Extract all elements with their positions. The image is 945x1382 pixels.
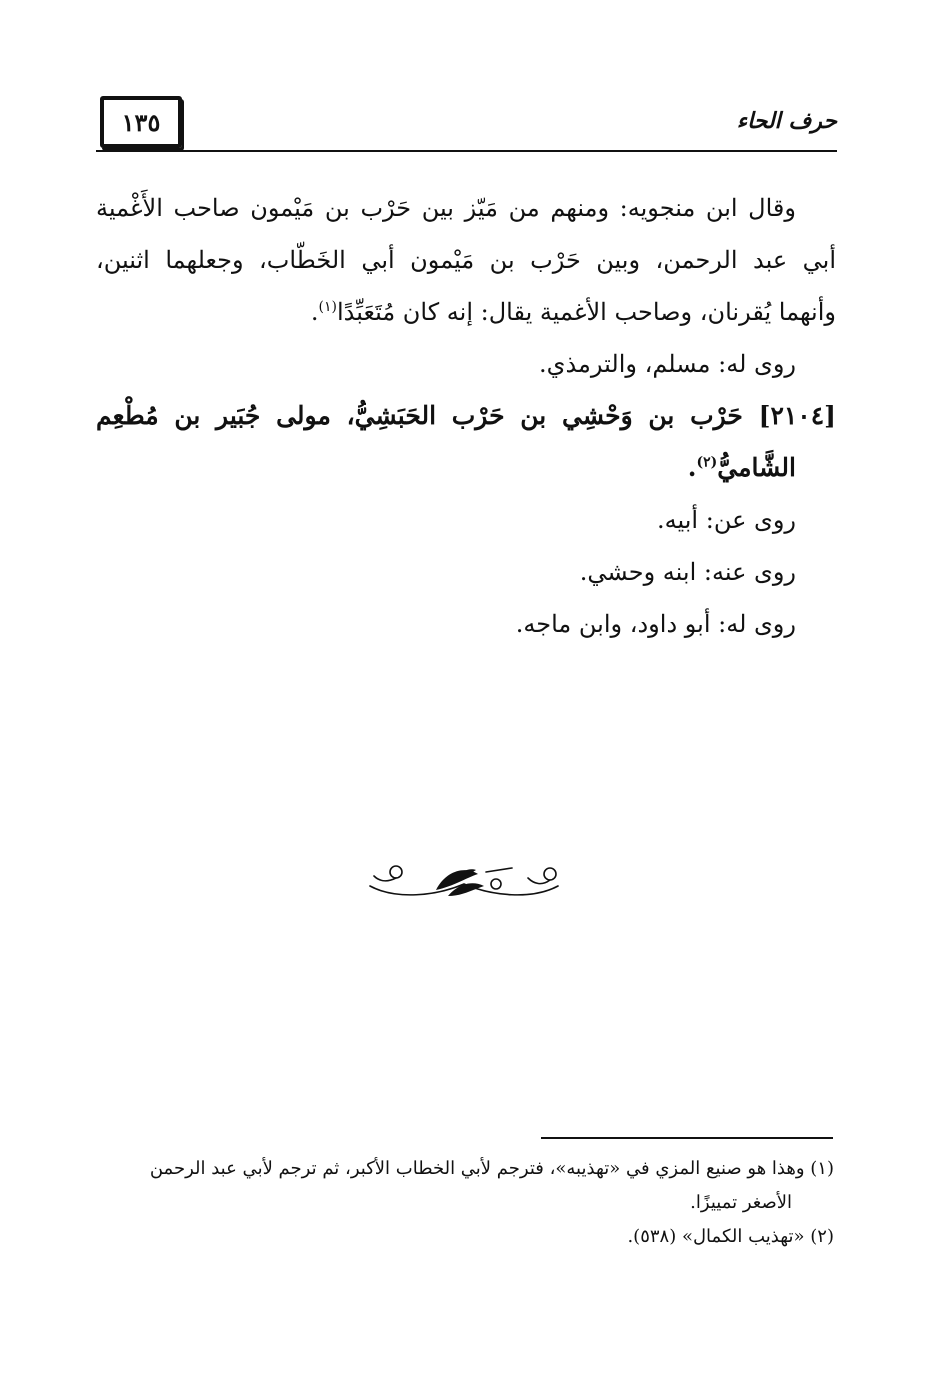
paragraph-1-line-1: وقال ابن منجويه: ومنهم من مَيّز بين حَرْب بن مَيْمون صاحب الأَغْمية [96,194,796,222]
page-number-box [100,96,182,148]
header-rule [96,150,837,152]
footnote-1-line-1: (١) وهذا هو صنيع المزي في «تهذيبه»، فترجم لأبي الخطاب الأكبر، ثم ترجم لأبي عبد الرحمن [149,1158,834,1179]
narrated-from-line: روى عن: أبيه. [657,506,796,534]
footnote-ref-2[interactable]: (٢) [696,454,718,471]
footnote-ref-1[interactable]: (١) [318,299,337,315]
narrated-for-him-line: روى له: أبو داود، وابن ماجه. [515,610,796,638]
footnotes [90,1152,834,1254]
entry-heading-line-2-end: . [687,453,697,482]
footnote-rule [541,1137,833,1139]
running-head: حرف الحاء [736,108,837,134]
footnote-1-line-2: الأصغر تمييزًا. [690,1192,792,1213]
narrated-from-him-line: روى عنه: ابنه وحشي. [579,558,796,586]
main-text [96,182,836,650]
entry-heading-line-2-text: الشَّاميُّ [717,453,796,482]
paragraph-1-line-3-end: . [310,298,319,326]
narrated-by-line: روى له: مسلم، والترمذي. [539,350,796,378]
paragraph-1-line-3-text: وأنهما يُقرنان، وصاحب الأغمية يقال: إنه كان مُتَعَبِّدًا [336,298,836,326]
entry-heading-line-2 [96,442,836,494]
page-number: ١٣٥ [121,107,161,137]
paragraph-1-line-3 [96,286,836,338]
entry-heading-line-1: [٢١٠٤] حَرْب بن وَحْشِي بن حَرْب الحَبَشِيُّ، مولى جُبَير بن مُطْعِم [96,401,836,430]
floral-divider-ornament [366,860,562,904]
footnote-2: (٢) «تهذيب الكمال» (٥٣٨). [627,1226,834,1247]
paragraph-1-line-2: أبي عبد الرحمن، وبين حَرْب بن مَيْمون أبي الخَطّاب، وجعلهما اثنين، [96,246,837,274]
